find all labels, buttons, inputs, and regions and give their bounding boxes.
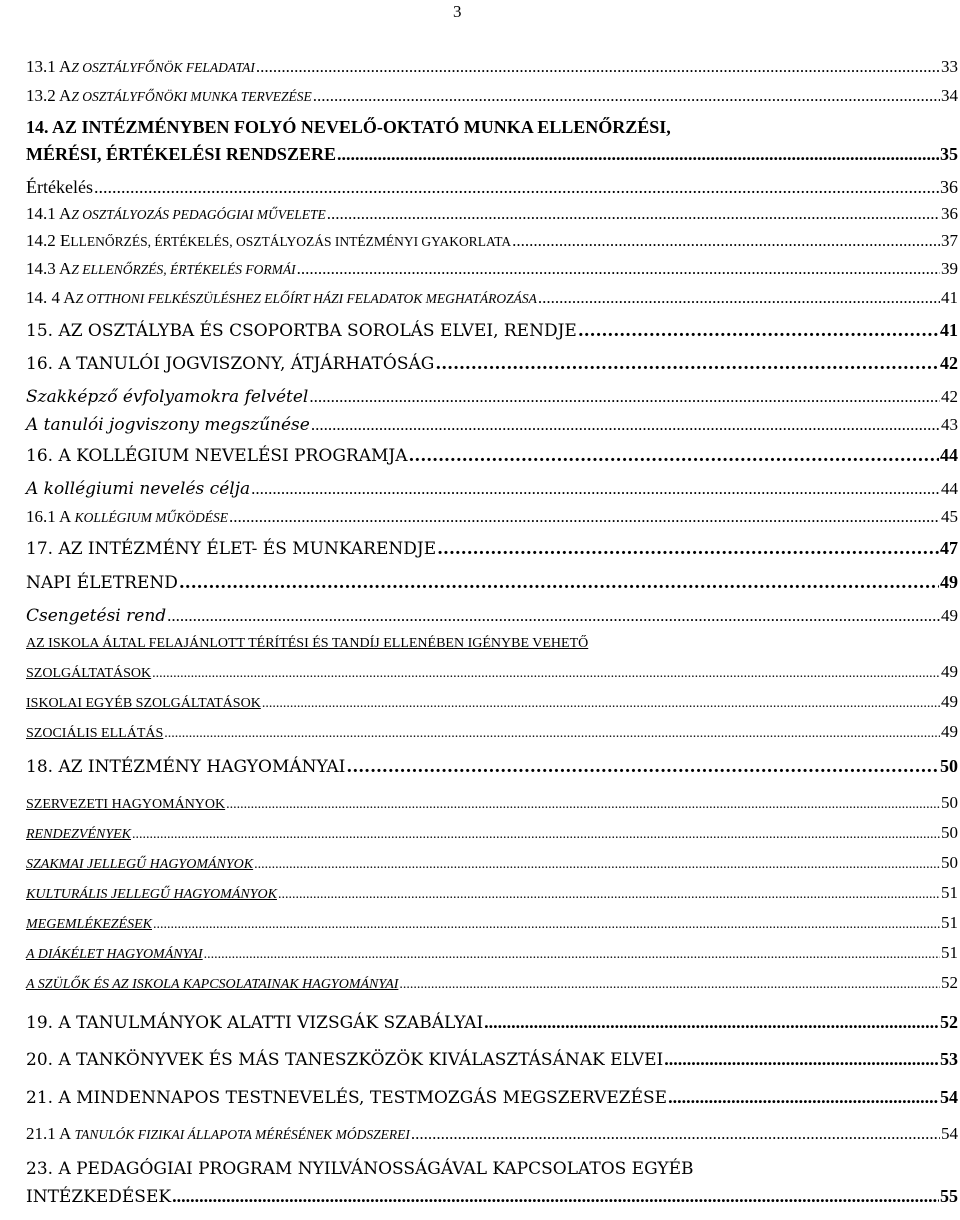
toc-entry-label: Z OSZTÁLYFŐNÖKI MUNKA TERVEZÉSE — [71, 89, 312, 104]
toc-entry-label: A tanulói jogviszony megszűnése — [26, 415, 310, 435]
dot-leader — [512, 227, 940, 255]
dot-leader — [309, 383, 940, 411]
toc-entry-label: 19. A TANULMÁNYOK ALATTI VIZSGÁK SZABÁLYAI — [26, 1013, 484, 1033]
toc-entry-label: 21. A MINDENNAPOS TESTNEVELÉS, TESTMOZGÁS MEGSZERVEZÉSE — [26, 1088, 668, 1108]
toc-entry-21-1[interactable] — [26, 1116, 958, 1153]
toc-entry-label: SZERVEZETI HAGYOMÁNYOK — [26, 797, 226, 812]
toc-page-number: 50 — [941, 823, 958, 842]
toc-page-number: 49 — [941, 692, 958, 711]
toc-entry-label: 17. AZ INTÉZMÉNY ÉLET- ÉS MUNKARENDJE — [26, 539, 437, 559]
toc-entry-13-1[interactable] — [26, 52, 958, 81]
dot-leader — [179, 567, 939, 599]
toc-entry-megemlekezesek[interactable] — [26, 909, 958, 939]
dot-leader — [164, 720, 940, 748]
toc-entry-number: 14. 4 A — [26, 288, 76, 307]
toc-page-number: 50 — [941, 853, 958, 872]
toc-entry-label: SZOCIÁLIS ELLÁTÁS — [26, 726, 164, 741]
toc-page-number: 41 — [940, 320, 958, 340]
dot-leader — [226, 791, 940, 819]
dot-leader — [538, 283, 940, 313]
toc-entry-label: Z OSZTÁLYOZÁS PEDAGÓGIAI MŰVELETE — [71, 207, 326, 222]
toc-page-number: 51 — [941, 883, 958, 902]
toc-entry-label: A DIÁKÉLET HAGYOMÁNYAI — [26, 947, 203, 962]
dot-leader — [132, 821, 940, 849]
dot-leader — [167, 602, 940, 630]
toc-entry-label: 20. A TANKÖNYVEK ÉS MÁS TANESZKÖZÖK KIVÁLASZTÁSÁNAK ELVEI — [26, 1050, 664, 1070]
toc-entry-20[interactable] — [26, 1040, 958, 1079]
toc-entry-label: Értékelés — [26, 177, 93, 197]
dot-leader — [256, 52, 940, 81]
dot-leader — [327, 200, 940, 227]
dot-leader — [337, 141, 939, 168]
toc-page-number: 54 — [941, 1124, 958, 1143]
toc-page-number: 51 — [941, 913, 958, 932]
dot-leader — [297, 255, 940, 283]
toc-entry-label: 18. AZ INTÉZMÉNY HAGYOMÁNYAI — [26, 757, 346, 777]
dot-leader — [437, 532, 939, 566]
toc-page-number: 39 — [941, 259, 958, 278]
toc-entry-label: TANULÓK FIZIKAI ÁLLAPOTA MÉRÉSÉNEK MÓDSZEREI — [74, 1127, 410, 1142]
toc-entry-rendezvenyek[interactable] — [26, 819, 958, 849]
toc-page-number: 43 — [941, 415, 958, 434]
toc-entry-15[interactable] — [26, 313, 958, 348]
toc-entry-16-1[interactable] — [26, 503, 958, 531]
toc-entry-szervezeti[interactable] — [26, 789, 958, 819]
toc-entry-label: ISKOLAI EGYÉB SZOLGÁLTATÁSOK — [26, 696, 261, 711]
toc-entry-kollegiumi-celja[interactable] — [26, 475, 958, 503]
toc-entry-label: LLENŐRZÉS, ÉRTÉKELÉS, OSZTÁLYOZÁS INTÉZMÉNYI GYAKORLATA — [70, 234, 512, 249]
toc-entry-label: KULTURÁLIS JELLEGŰ HAGYOMÁNYOK — [26, 887, 277, 902]
toc-page-number: 53 — [940, 1049, 958, 1069]
toc-entry-csengetesi-rend[interactable] — [26, 602, 958, 630]
toc-entry-number: 14.3 A — [26, 259, 72, 278]
toc-entry-label: Szakképző évfolyamokra felvétel — [26, 387, 309, 407]
dot-leader — [435, 349, 939, 379]
toc-entry-label-line1: AZ ISKOLA ÁLTAL FELAJÁNLOTT TÉRÍTÉSI ÉS TANDÍJ ELLENÉBEN IGÉNYBE VEHETŐ — [26, 636, 589, 651]
dot-leader — [172, 1183, 939, 1209]
toc-page-number: 51 — [941, 943, 958, 962]
toc-page-number: 42 — [940, 353, 958, 373]
dot-leader — [409, 440, 940, 472]
toc-entry-16-kollegium[interactable] — [26, 439, 958, 472]
toc-entry-label: A kollégiumi nevelés célja — [26, 479, 251, 499]
toc-entry-label-line2: SZOLGÁLTATÁSOK — [26, 666, 152, 681]
toc-page-number: 44 — [940, 445, 958, 465]
toc-page-number: 49 — [941, 662, 958, 681]
toc-entry-label: NAPI ÉLETREND — [26, 573, 178, 593]
dot-leader — [152, 660, 940, 688]
toc-entry-16-tanuloi[interactable] — [26, 348, 958, 379]
dot-leader — [254, 851, 940, 879]
toc-entry-label-line2: MÉRÉSI, ÉRTÉKELÉSI RENDSZERE — [26, 144, 336, 164]
toc-entry-diakelet[interactable] — [26, 939, 958, 969]
toc-page-number: 50 — [940, 756, 958, 776]
dot-leader — [411, 1116, 940, 1152]
toc-entry-label: SZAKMAI JELLEGŰ HAGYOMÁNYOK — [26, 857, 254, 872]
dot-leader — [251, 475, 940, 503]
dot-leader — [346, 749, 939, 785]
toc-entry-14[interactable] — [26, 114, 958, 168]
dot-leader — [94, 174, 939, 200]
toc-entry-label: KOLLÉGIUM MŰKÖDÉSE — [74, 510, 229, 525]
toc-entry-label: RENDEZVÉNYEK — [26, 827, 132, 842]
toc-entry-label-line2: INTÉZKEDÉSEK — [26, 1187, 172, 1207]
toc-entry-number: 14.2 E — [26, 231, 71, 250]
dot-leader — [278, 881, 940, 909]
toc-entry-14-3[interactable] — [26, 255, 958, 283]
dot-leader — [153, 911, 940, 939]
toc-entry-szakkepzo[interactable] — [26, 383, 958, 411]
toc-entry-label: Z ELLENŐRZÉS, ÉRTÉKELÉS FORMÁI — [71, 262, 296, 277]
toc-page-number: 47 — [940, 538, 958, 558]
toc-entry-14-4[interactable] — [26, 283, 958, 313]
toc-entry-13-2[interactable] — [26, 81, 958, 110]
dot-leader — [262, 690, 940, 718]
toc-entry-label-line1: 14. AZ INTÉZMÉNYBEN FOLYÓ NEVELŐ-OKTATÓ MUNKA ELLENŐRZÉSI, — [26, 117, 671, 137]
toc-page-number: 52 — [940, 1012, 958, 1032]
toc-page-number: 54 — [940, 1087, 958, 1107]
toc-entry-label: 16. A TANULÓI JOGVISZONY, ÁTJÁRHATÓSÁG — [26, 354, 435, 374]
toc-page-number: 42 — [941, 387, 958, 406]
toc-entry-szocialis-ellatas[interactable] — [26, 718, 958, 748]
toc-entry-kulturalis[interactable] — [26, 879, 958, 909]
table-of-contents — [26, 52, 958, 1210]
toc-page-number: 41 — [941, 288, 958, 307]
toc-entry-ertekeles[interactable] — [26, 174, 958, 200]
toc-page-number: 49 — [940, 572, 958, 592]
toc-entry-17[interactable] — [26, 531, 958, 566]
toc-entry-label: 15. AZ OSZTÁLYBA ÉS CSOPORTBA SOROLÁS ELVEI, RENDJE — [26, 321, 577, 341]
toc-page-number: 36 — [940, 177, 958, 197]
toc-entry-label: A SZÜLŐK ÉS AZ ISKOLA KAPCSOLATAINAK HAGYOMÁNYAI — [26, 977, 399, 992]
toc-entry-18[interactable] — [26, 748, 958, 785]
toc-entry-label-line1: 23. A PEDAGÓGIAI PROGRAM NYILVÁNOSSÁGÁVAL KAPCSOLATOS EGYÉB — [26, 1159, 694, 1179]
toc-page-number: 55 — [940, 1186, 958, 1206]
toc-entry-szulok[interactable] — [26, 969, 958, 999]
toc-entry-14-1[interactable] — [26, 200, 958, 227]
toc-page-number: 52 — [941, 973, 958, 992]
toc-entry-label: Csengetési rend — [26, 606, 167, 626]
toc-entry-label: 16. A KOLLÉGIUM NEVELÉSI PROGRAMJA — [26, 446, 408, 466]
dot-leader — [578, 314, 939, 348]
toc-page-number: 36 — [941, 204, 958, 223]
toc-entry-19[interactable] — [26, 1005, 958, 1040]
toc-entry-21[interactable] — [26, 1079, 958, 1116]
dot-leader — [668, 1079, 939, 1115]
toc-entry-szakmai[interactable] — [26, 849, 958, 879]
dot-leader — [664, 1040, 939, 1078]
toc-entry-iskolai-egyeb[interactable] — [26, 688, 958, 718]
toc-page-number: 37 — [941, 231, 958, 250]
toc-entry-14-2[interactable] — [26, 227, 958, 255]
dot-leader — [399, 971, 940, 999]
toc-entry-napi-eletrend[interactable] — [26, 566, 958, 599]
toc-entry-number: 13.2 A — [26, 86, 72, 105]
page-number: 3 — [453, 2, 462, 21]
toc-page-number: 49 — [941, 606, 958, 625]
toc-entry-label: Z OTTHONI FELKÉSZÜLÉSHEZ ELŐÍRT HÁZI FELADATOK MEGHATÁROZÁSA — [75, 291, 537, 306]
toc-entry-23[interactable] — [26, 1155, 958, 1210]
toc-page-number: 44 — [941, 479, 958, 498]
toc-entry-teritesi-szolgaltatasok[interactable] — [26, 630, 958, 688]
dot-leader — [204, 941, 940, 969]
toc-page-number: 50 — [941, 793, 958, 812]
toc-page-number: 49 — [941, 722, 958, 741]
toc-page-number: 45 — [941, 507, 958, 526]
toc-entry-label: MEGEMLÉKEZÉSEK — [26, 917, 152, 932]
toc-entry-label: Z OSZTÁLYFŐNÖK FELADATAI — [71, 60, 255, 75]
dot-leader — [484, 1005, 939, 1039]
toc-entry-number: 16.1 A — [26, 507, 71, 526]
toc-entry-jogviszony-megszunese[interactable] — [26, 411, 958, 439]
toc-page-number: 35 — [940, 144, 958, 164]
toc-page-number: 33 — [941, 57, 958, 76]
dot-leader — [313, 81, 940, 110]
toc-entry-number: 21.1 A — [26, 1124, 71, 1143]
toc-entry-number: 13.1 A — [26, 57, 72, 76]
dot-leader — [311, 411, 940, 439]
toc-entry-number: 14.1 A — [26, 204, 72, 223]
toc-page-number: 34 — [941, 86, 958, 105]
dot-leader — [229, 503, 940, 530]
